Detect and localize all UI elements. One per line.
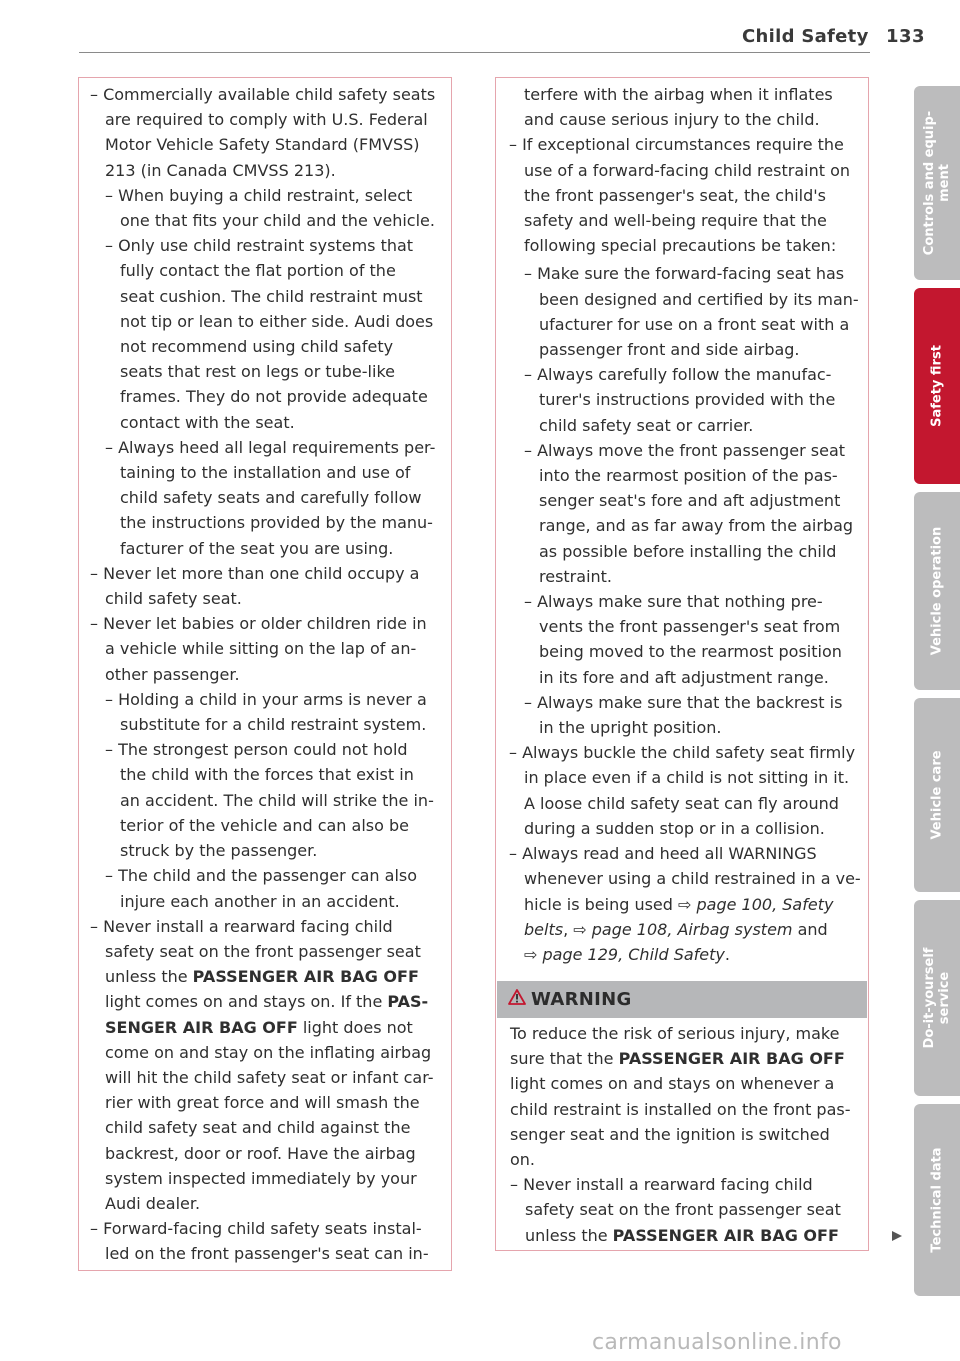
text-line: – Always read and heed all WARNINGS xyxy=(509,844,817,864)
side-tab-label-line: Technical data xyxy=(929,1147,945,1253)
text-line xyxy=(90,1015,435,1040)
text-line: 213 (in Canada CMVSS 213). xyxy=(105,160,336,180)
text-line: – Never install a rearward facing child xyxy=(90,916,393,936)
text-line: and cause serious injury to the child. xyxy=(524,110,820,130)
side-tab-label xyxy=(930,527,945,655)
text-line: child safety seats and carefully follow xyxy=(120,488,422,508)
text-run: sure that the xyxy=(510,1049,619,1069)
text-line: light comes on and stays on whenever a xyxy=(510,1074,835,1094)
indicator-name: PASSENGER AIR BAG OFF xyxy=(618,1049,845,1069)
side-tab-controls-and-equipment[interactable] xyxy=(914,86,960,280)
side-tab-label xyxy=(930,1147,945,1252)
text-line: vents the front passenger's seat from xyxy=(539,617,841,637)
triangle-right-icon xyxy=(891,1230,903,1242)
text-line: – Never let babies or older children ride in xyxy=(90,614,427,634)
text-line xyxy=(509,942,861,967)
text-line: led on the front passenger's seat can in- xyxy=(105,1244,429,1264)
text-run: unless the xyxy=(105,967,193,987)
side-tab-technical-data[interactable] xyxy=(914,1104,960,1296)
text-line: use of a forward-facing child restraint on xyxy=(524,160,850,180)
text-line: during a sudden stop or in a collision. xyxy=(524,818,825,838)
side-tab-vehicle-operation[interactable] xyxy=(914,492,960,690)
text-line: contact with the seat. xyxy=(120,412,295,432)
text-line: backrest, door or roof. Have the airbag xyxy=(105,1143,416,1163)
text-line: – Never install a rearward facing child xyxy=(510,1175,813,1195)
text-run: hicle is being used xyxy=(524,894,679,914)
text-line: as possible before installing the child xyxy=(539,541,837,561)
watermark-text: carmanualsonline.info xyxy=(592,1330,842,1355)
text-line: substitute for a child restraint system. xyxy=(120,715,427,735)
side-tab-label-line: Safety first xyxy=(929,345,945,427)
text-line: – Always buckle the child safety seat firmly xyxy=(509,743,856,763)
header-divider xyxy=(79,52,870,53)
text-line: – Always carefully follow the manufac- xyxy=(524,365,832,385)
text-line: on. xyxy=(510,1150,536,1170)
text-line: Audi dealer. xyxy=(105,1193,201,1213)
page-number: 133 xyxy=(886,26,926,47)
text-line: ufacturer for use on a front seat with a xyxy=(539,314,850,334)
text-line: a vehicle while sitting on the lap of an- xyxy=(105,639,417,659)
text-line: seat cushion. The child restraint must xyxy=(120,286,423,306)
text-line: in its fore and aft adjustment range. xyxy=(539,667,829,687)
text-line: safety and well-being require that the xyxy=(524,211,827,231)
side-tab-label xyxy=(930,750,945,839)
text-line: system inspected immediately by your xyxy=(105,1168,417,1188)
side-tab-label xyxy=(930,345,945,427)
text-line: child safety seat or carrier. xyxy=(539,415,754,435)
side-tab-label-line: Vehicle operation xyxy=(929,526,945,656)
text-run: unless the xyxy=(525,1225,613,1245)
text-line: been designed and certified by its man- xyxy=(539,289,859,309)
text-line: struck by the passenger. xyxy=(120,841,318,861)
text-line xyxy=(510,1046,851,1071)
text-line: child safety seat and child against the xyxy=(105,1118,411,1138)
text-line: into the rearmost position of the pas- xyxy=(539,466,838,486)
text-line: senger seat and the ignition is switched xyxy=(510,1124,830,1144)
side-tab-label-line: Do-it-yourself xyxy=(922,947,937,1049)
text-line: terfere with the airbag when it inflates xyxy=(524,85,833,104)
text-line: – The child and the passenger can also xyxy=(105,866,418,886)
text-line: – The strongest person could not hold xyxy=(105,740,408,760)
text-line: restraint. xyxy=(539,566,613,586)
text-line: passenger front and side airbag. xyxy=(539,340,800,360)
text-line: – Holding a child in your arms is never a xyxy=(105,689,427,709)
text-line: being moved to the rearmost position xyxy=(539,642,842,662)
text-line: – Always heed all legal requirements per- xyxy=(105,437,436,457)
text-line: – Make sure the forward-facing seat has xyxy=(524,264,845,284)
text-line: – Only use child restraint systems that xyxy=(105,236,414,256)
text-line: the front passenger's seat, the child's xyxy=(524,185,826,205)
text-line: in the upright position. xyxy=(539,718,722,738)
text-line: – Always move the front passenger seat xyxy=(524,440,846,460)
text-line: – Forward-facing child safety seats instal- xyxy=(90,1219,422,1239)
text-line: safety seat on the front passenger seat xyxy=(525,1200,841,1220)
text-line: range, and as far away from the airbag xyxy=(539,516,854,536)
text-line: rier with great force and will smash the xyxy=(105,1093,420,1113)
text-line xyxy=(90,989,435,1014)
text-line xyxy=(509,892,861,917)
text-line: whenever using a child restrained in a ve- xyxy=(524,869,861,889)
text-run: light does not xyxy=(297,1017,413,1037)
side-tab-do-it-yourself-service[interactable] xyxy=(914,900,960,1096)
side-tab-safety-first[interactable] xyxy=(914,288,960,484)
side-tab-label xyxy=(922,948,952,1049)
text-line: an accident. The child will strike the in- xyxy=(120,790,434,810)
text-line: – Always make sure that nothing pre- xyxy=(524,592,823,612)
indicator-name: PAS- xyxy=(387,992,429,1012)
side-tab-label-line: Vehicle care xyxy=(929,750,945,840)
text-line: – Never let more than one child occupy a xyxy=(90,563,420,583)
text-line: Motor Vehicle Safety Standard (FMVSS) xyxy=(105,135,420,155)
left-column-text xyxy=(90,82,435,1267)
text-line: other passenger. xyxy=(105,664,240,684)
text-line: injure each another in an accident. xyxy=(120,891,400,911)
indicator-name: PASSENGER AIR BAG OFF xyxy=(192,967,419,987)
text-line: A loose child safety seat can fly around xyxy=(524,793,839,813)
text-line: one that fits your child and the vehicle. xyxy=(120,211,435,231)
indicator-name: SENGER AIR BAG OFF xyxy=(105,1017,298,1037)
text-line xyxy=(509,917,861,942)
text-run: . xyxy=(724,944,730,964)
text-line: child safety seat. xyxy=(105,589,242,609)
text-line: seats that rest on legs or tube-like xyxy=(120,362,395,382)
text-line: facturer of the seat you are using. xyxy=(120,538,394,558)
text-line: safety seat on the front passenger seat xyxy=(105,941,421,961)
text-line xyxy=(510,1223,851,1248)
text-line: senger seat's fore and aft adjustment xyxy=(539,491,841,511)
page-reference-link[interactable]: belts xyxy=(524,919,564,939)
section-title: Child Safety xyxy=(742,26,869,47)
text-run: , xyxy=(563,919,574,939)
text-line: not recommend using child safety xyxy=(120,337,394,357)
side-tab-vehicle-care[interactable] xyxy=(914,698,960,892)
warning-triangle-icon xyxy=(508,989,526,1005)
side-tab-label xyxy=(922,111,952,255)
page-reference-link[interactable]: ⇨ page 108, Airbag system xyxy=(573,919,793,939)
page-reference-link[interactable]: ⇨ page 100, Safety xyxy=(678,894,834,914)
text-line: terior of the vehicle and can also be xyxy=(120,815,409,835)
side-tab-label-line: ment xyxy=(937,164,952,202)
warning-heading: WARNING xyxy=(531,989,632,1010)
text-line: fully contact the flat portion of the xyxy=(120,261,396,281)
indicator-name: PASSENGER AIR BAG OFF xyxy=(612,1225,839,1245)
text-line: To reduce the risk of serious injury, make xyxy=(510,1024,840,1043)
text-line: – Commercially available child safety seats xyxy=(90,85,436,104)
text-line: – If exceptional circumstances require the xyxy=(509,135,844,155)
text-line: will hit the child safety seat or infant car- xyxy=(105,1067,434,1087)
text-line: in place even if a child is not sitting in it. xyxy=(524,768,850,788)
text-line: come on and stay on the inflating airbag xyxy=(105,1042,432,1062)
text-run: and xyxy=(792,919,828,939)
text-line: the child with the forces that exist in xyxy=(120,765,414,785)
text-line: following special precautions be taken: xyxy=(524,236,837,256)
text-line: not tip or lean to either side. Audi does xyxy=(120,311,434,331)
side-tab-label-line: Controls and equip- xyxy=(922,110,937,256)
text-line: – Always make sure that the backrest is xyxy=(524,692,843,712)
text-line: the instructions provided by the manu- xyxy=(120,513,433,533)
side-tab-label-line: service xyxy=(937,971,952,1025)
text-line: – When buying a child restraint, select xyxy=(105,185,413,205)
right-column-text xyxy=(509,82,861,967)
text-run: light comes on and stays on. If the xyxy=(105,992,388,1012)
text-line: are required to comply with U.S. Federal xyxy=(105,110,428,130)
text-line xyxy=(90,964,435,989)
text-line: taining to the installation and use of xyxy=(120,463,411,483)
text-line: frames. They do not provide adequate xyxy=(120,387,428,407)
page-reference-link[interactable]: ⇨ page 129, Child Safety xyxy=(524,944,725,964)
warning-text xyxy=(510,1021,851,1248)
text-line: child restraint is installed on the front pas- xyxy=(510,1099,851,1119)
text-line: turer's instructions provided with the xyxy=(539,390,836,410)
